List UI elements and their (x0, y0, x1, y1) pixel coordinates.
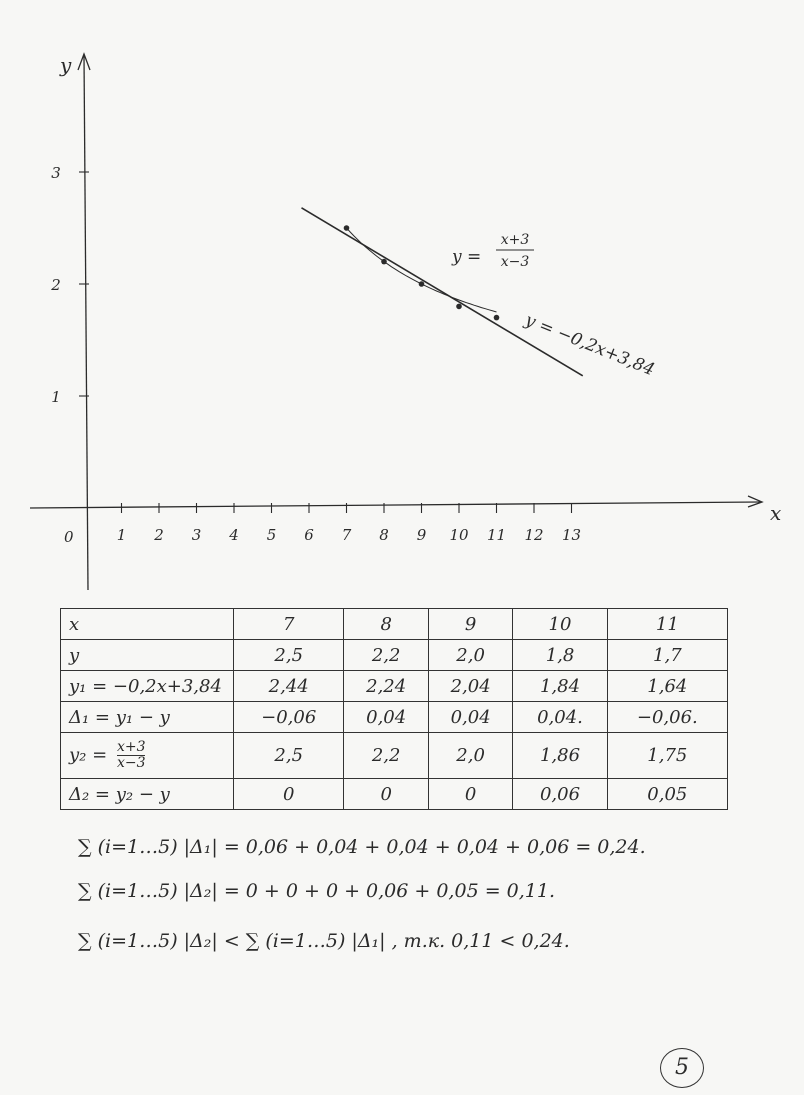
x-axis-label: x (770, 501, 782, 525)
sum-delta1: ∑ (i=1…5) |Δ₁| = 0,06 + 0,04 + 0,04 + 0,04 + 0,06 = 0,24. (78, 836, 646, 858)
x-tick-label: 3 (191, 526, 202, 544)
table-cell: Δ₁ = y₁ − y (61, 702, 234, 733)
linear-fit-label: y = −0,2x+3,84 (522, 310, 658, 381)
y2-label-fraction (117, 740, 146, 771)
sum-delta2: ∑ (i=1…5) |Δ₂| = 0 + 0 + 0 + 0,06 + 0,05 = 0,11. (78, 880, 555, 902)
y-tick-label: 3 (51, 164, 61, 182)
table-cell: 0 (234, 779, 344, 810)
table-cell: 7 (234, 609, 344, 640)
table-cell: 10 (513, 609, 607, 640)
data-point (381, 259, 387, 265)
table-row-y (61, 640, 728, 671)
table-cell: 0,04 (344, 702, 428, 733)
table-cell: 0,06 (513, 779, 607, 810)
table-cell: 1,64 (607, 671, 727, 702)
hyperbola-label-denominator: x−3 (500, 254, 530, 270)
data-point (419, 281, 425, 287)
x-axis-line (30, 502, 760, 508)
data-point (456, 304, 462, 310)
y2-label-prefix: y₂ = (69, 744, 108, 766)
table-cell: 0,04 (428, 702, 512, 733)
table-cell: 9 (428, 609, 512, 640)
sum-comparison: ∑ (i=1…5) |Δ₂| < ∑ (i=1…5) |Δ₁| , т.к. 0,11 < 0,24. (78, 930, 570, 952)
x-tick-label: 7 (341, 526, 352, 544)
table-cell: 11 (607, 609, 727, 640)
table-cell: y (61, 640, 234, 671)
x-tick-label: 2 (154, 526, 164, 544)
table-cell: 2,04 (428, 671, 512, 702)
table-cell: x (61, 609, 234, 640)
table-cell: 2,2 (344, 640, 428, 671)
table-cell: 8 (344, 609, 428, 640)
table-row-delta2 (61, 779, 728, 810)
table-cell (61, 733, 234, 779)
table-row-y1 (61, 671, 728, 702)
hyperbola-label-prefix: y = (452, 247, 482, 267)
table-cell: 2,0 (428, 640, 512, 671)
table-cell: 2,0 (428, 733, 512, 779)
linear-fit-line (302, 208, 583, 376)
table-cell: y₁ = −0,2x+3,84 (61, 671, 234, 702)
data-table (60, 608, 728, 810)
data-point (494, 315, 500, 321)
x-tick-label: 8 (379, 526, 389, 544)
table-cell: 2,2 (344, 733, 428, 779)
y2-label-numerator: x+3 (116, 739, 146, 755)
table-cell: 1,7 (607, 640, 727, 671)
x-tick-label: 5 (266, 526, 277, 544)
table-cell: 0 (344, 779, 428, 810)
y-axis-label: y (60, 53, 72, 77)
table-cell: 0,04. (513, 702, 607, 733)
y-tick-label: 2 (51, 276, 61, 294)
data-point (344, 225, 350, 231)
table-cell: 1,84 (513, 671, 607, 702)
table-cell: 2,5 (234, 640, 344, 671)
table-cell: −0,06 (234, 702, 344, 733)
y-tick-label: 1 (51, 388, 61, 406)
table-row-y2 (61, 733, 728, 779)
axes (30, 54, 762, 590)
page-number: 5 (660, 1048, 704, 1088)
table-cell: 2,44 (234, 671, 344, 702)
x-tick-label: 6 (304, 526, 314, 544)
y-axis-line (84, 56, 88, 590)
table-row-delta1 (61, 702, 728, 733)
table-cell: Δ₂ = y₂ − y (61, 779, 234, 810)
table-cell: 2,24 (344, 671, 428, 702)
chart-labels (59, 53, 781, 546)
x-tick-label: 1 (116, 526, 127, 544)
table-cell: 1,75 (607, 733, 727, 779)
x-tick-label: 10 (449, 526, 469, 544)
x-tick-label: 13 (561, 526, 582, 544)
y2-label-denominator: x−3 (116, 755, 146, 771)
table-cell: −0,06. (607, 702, 727, 733)
table-row-x (61, 609, 728, 640)
x-tick-label: 11 (486, 526, 507, 544)
table-cell: 0 (428, 779, 512, 810)
x-tick-label: 9 (416, 526, 427, 544)
hyperbola-fit-curve (347, 228, 497, 312)
ticks (50, 164, 581, 544)
table-cell: 1,8 (513, 640, 607, 671)
hyperbola-label-numerator: x+3 (500, 232, 530, 248)
table-cell: 2,5 (234, 733, 344, 779)
fit-curves (302, 208, 583, 376)
origin-label: 0 (64, 528, 74, 546)
table-cell: 1,86 (513, 733, 607, 779)
x-tick-label: 12 (524, 526, 544, 544)
x-tick-label: 4 (229, 526, 239, 544)
table-cell: 0,05 (607, 779, 727, 810)
